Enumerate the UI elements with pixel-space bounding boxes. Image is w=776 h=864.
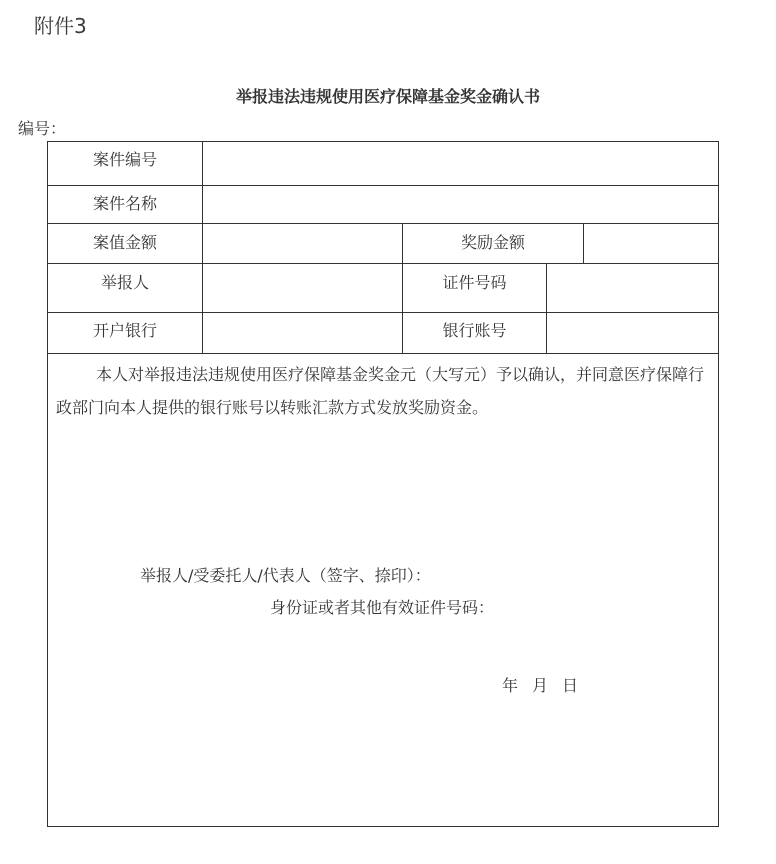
bank-account-field[interactable] <box>547 313 718 353</box>
case-number-field[interactable] <box>203 142 718 185</box>
serial-number-label: 编号： <box>18 119 67 138</box>
attachment-label: 附件3 <box>34 14 87 38</box>
date-line <box>502 673 592 696</box>
signature-label: 举报人/受委托人/代表人（签字、捺印）： <box>140 566 431 585</box>
case-value-field[interactable] <box>203 224 402 263</box>
id-number-label: 证件号码 <box>442 273 507 292</box>
date-year: 年 <box>502 676 519 695</box>
reward-amount-field[interactable] <box>584 224 718 263</box>
confirmation-statement: 本人对举报违法违规使用医疗保障基金奖金元（大写元）予以确认，并同意医疗保障行政部门向本人提供的银行账号以转账汇款方式发放奖励资金。 <box>56 365 705 417</box>
date-month: 月 <box>532 676 549 695</box>
id-number-prompt: 身份证或者其他有效证件号码： <box>270 598 495 617</box>
reporter-field[interactable] <box>203 264 402 312</box>
case-name-label: 案件名称 <box>92 194 157 213</box>
bank-label: 开户银行 <box>92 321 157 340</box>
bank-field[interactable] <box>203 313 402 353</box>
id-number-field[interactable] <box>547 264 718 312</box>
document-title: 举报违法违规使用医疗保障基金奖金确认书 <box>235 87 540 106</box>
date-day: 日 <box>562 676 579 695</box>
case-name-field[interactable] <box>203 186 718 223</box>
reward-amount-label: 奖励金额 <box>460 233 525 252</box>
case-value-label: 案值金额 <box>92 233 157 252</box>
row-divider <box>47 353 719 354</box>
reporter-label: 举报人 <box>100 273 149 292</box>
case-number-label: 案件编号 <box>92 150 157 169</box>
bank-account-label: 银行账号 <box>442 321 507 340</box>
